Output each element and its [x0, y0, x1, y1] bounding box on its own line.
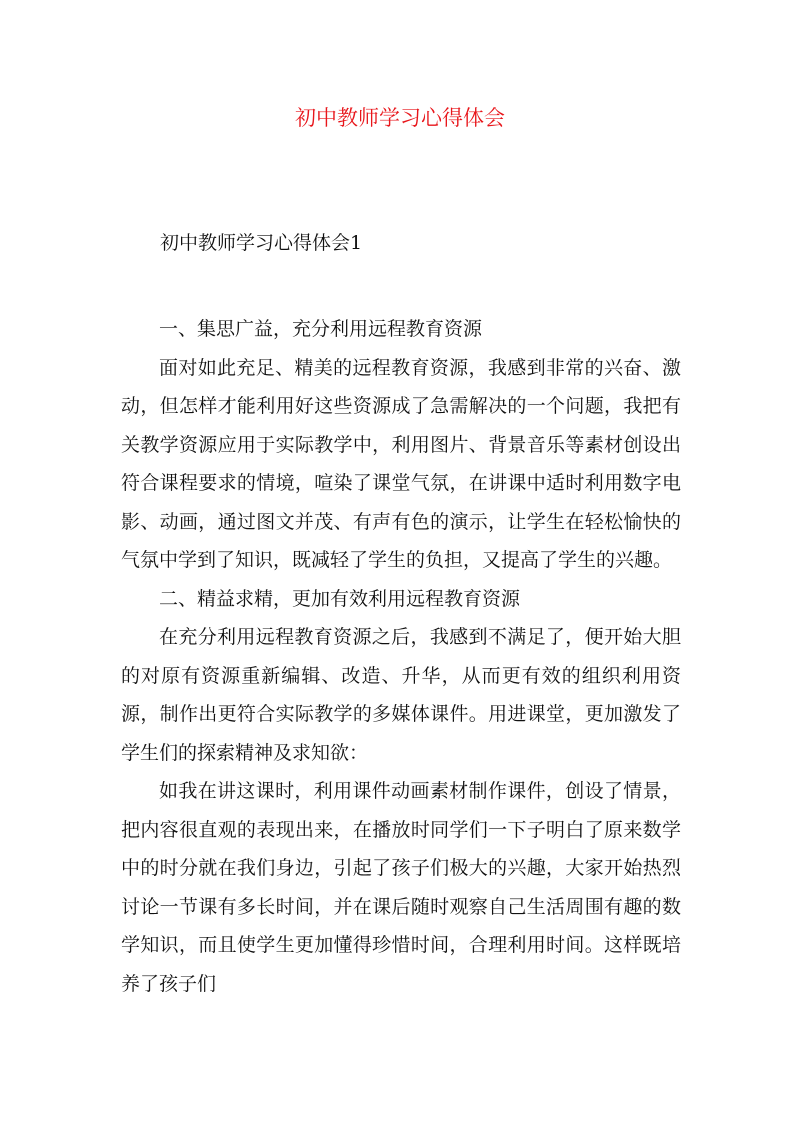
- body-paragraph-3: 如我在讲这课时，利用课件动画素材制作课件，创设了情景，把内容很直观的表现出来，在播放时同学们一下子明白了原来数学中的时分就在我们身边，引起了孩子们极大的兴趣，大家开始热烈讨论一节课有多长时间，并在课后随时观察自己生活周围有趣的数学知识，而且使学生更加懂得珍惜时间，合理利用时间。这样既培养了孩子们: [121, 780, 681, 995]
- document-title: 初中教师学习心得体会: [295, 106, 505, 130]
- body-paragraph-1: 面对如此充足、精美的远程教育资源，我感到非常的兴奋、激动，但怎样才能利用好这些资源成了急需解决的一个问题，我把有关教学资源应用于实际教学中，利用图片、背景音乐等素材创设出符合课程要求的情境，喧染了课堂气氛，在讲课中适时利用数字电影、动画，通过图文并茂、有声有色的演示，让学生在轻松愉快的气氛中学到了知识，既减轻了学生的负担，又提高了学生的兴趣。: [121, 356, 681, 571]
- body-paragraph-2: 在充分利用远程教育资源之后，我感到不满足了，便开始大胆的对原有资源重新编辑、改造、升华，从而更有效的组织利用资源，制作出更符合实际教学的多媒体课件。用进课堂，更加激发了学生们的探索精神及求知欲：: [121, 626, 681, 764]
- section-subtitle: 初中教师学习心得体会1: [160, 232, 363, 254]
- section-heading-1: 一、集思广益，充分利用远程教育资源: [159, 318, 483, 340]
- section-heading-2: 二、精益求精，更加有效利用远程教育资源: [159, 587, 521, 610]
- document-body: [121, 310, 681, 1003]
